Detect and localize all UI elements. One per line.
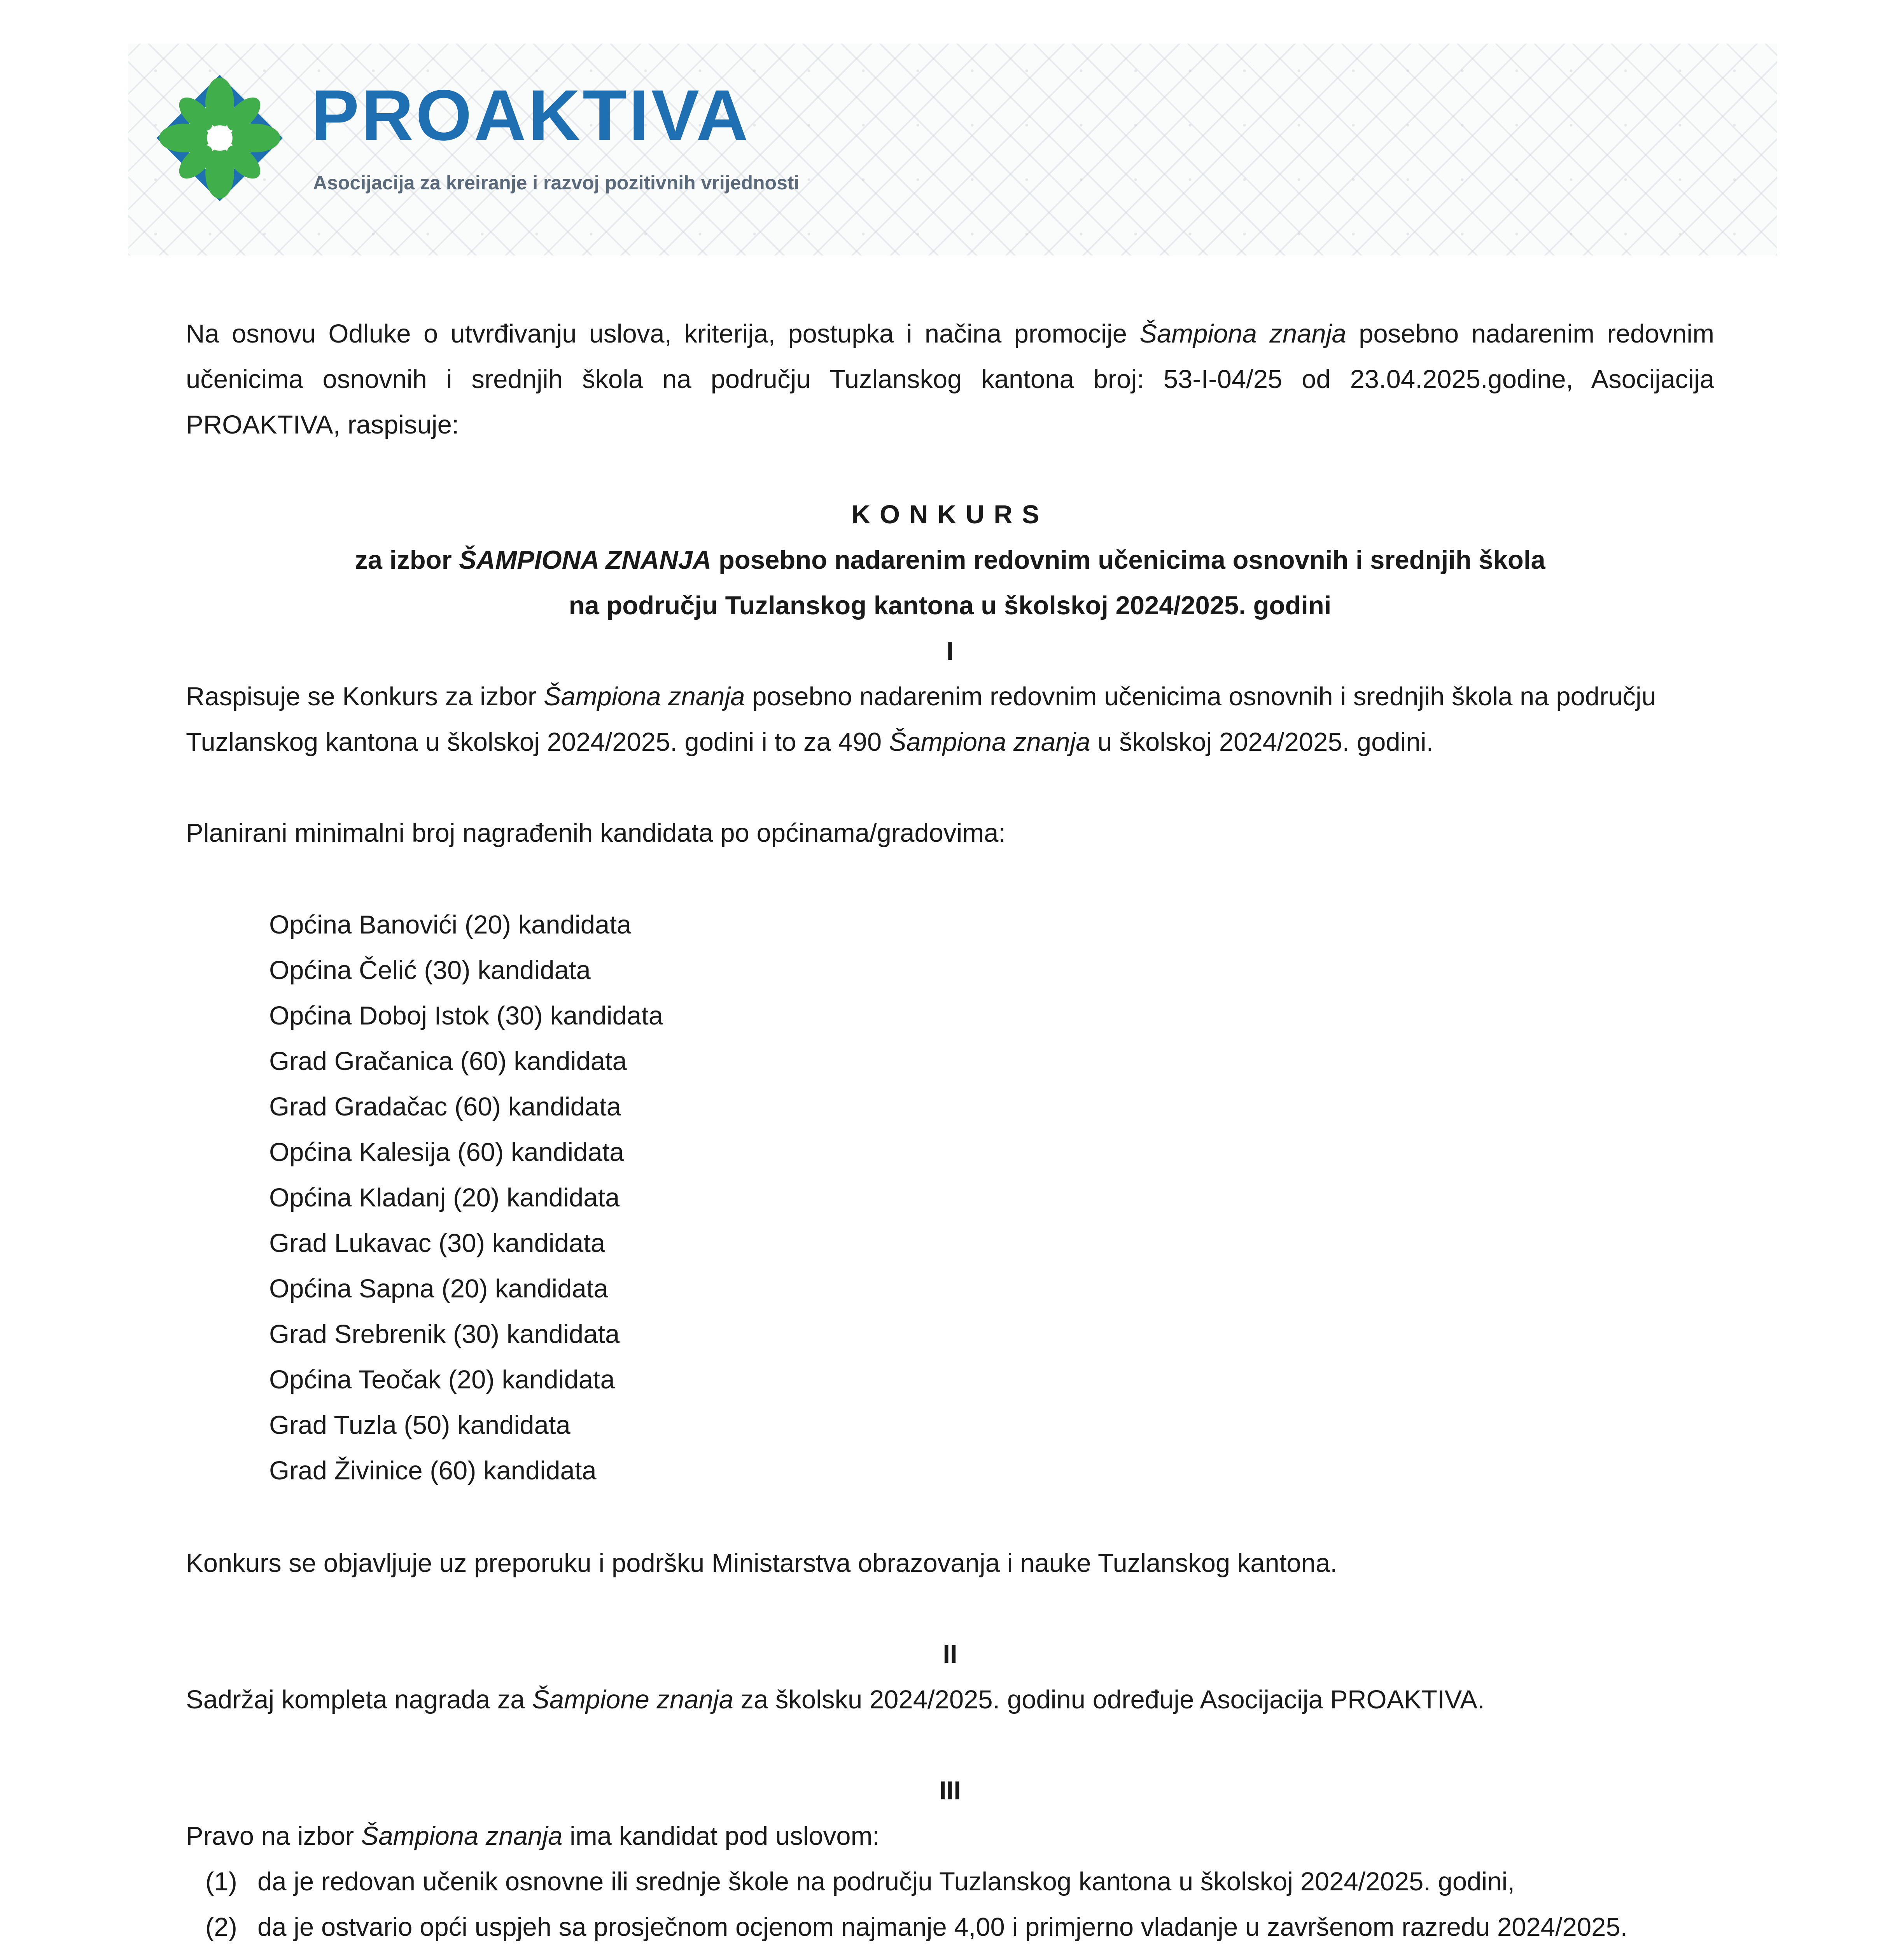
municipality-item: Općina Sapna (20) kandidata — [269, 1274, 608, 1303]
section-III-paragraph: Pravo na izbor Šampiona znanja ima kandidat pod uslovom: — [186, 1822, 880, 1851]
proaktiva-logo-icon — [140, 58, 299, 218]
section-I-paragraph: Raspisuje se Konkurs za izbor Šampiona znanja posebno nadarenim redovnim učenicima osnovnih i srednjih škola na području Tuzlanskog kantona u školskoj 2024/2025. godini i to za 490 Šampiona znanja u školskoj 2024/2025. godini. — [186, 682, 1656, 757]
recommendation-paragraph: Konkurs se objavljuje uz preporuku i podršku Ministarstva obrazovanja i nauke Tuzlanskog kantona. — [186, 1549, 1337, 1578]
condition-1-text: da je redovan učenik osnovne ili srednje škole na području Tuzlanskog kantona u školskoj 2024/2025. godini, — [257, 1867, 1515, 1896]
municipality-item: Grad Živinice (60) kandidata — [269, 1456, 597, 1485]
municipality-item: Grad Gračanica (60) kandidata — [269, 1047, 627, 1076]
konkurs-heading: KONKURS — [851, 500, 1049, 529]
title-line-2: na području Tuzlanskog kantona u školskoj 2024/2025. godini — [569, 591, 1332, 620]
brand-name: PROAKTIVA — [311, 75, 751, 156]
municipality-item: Općina Kladanj (20) kandidata — [269, 1183, 620, 1212]
municipality-item: Grad Gradačac (60) kandidata — [269, 1092, 621, 1121]
municipality-item: Općina Kalesija (60) kandidata — [269, 1138, 624, 1167]
title-line-1: za izbor ŠAMPIONA ZNANJA posebno nadarenim redovnim učenicima osnovnih i srednjih škola — [355, 545, 1545, 575]
condition-1-number: (1) — [205, 1867, 237, 1896]
section-II-paragraph: Sadržaj kompleta nagrada za Šampione znanja za školsku 2024/2025. godinu određuje Asocijacija PROAKTIVA. — [186, 1685, 1485, 1714]
municipalities-list — [269, 902, 663, 1493]
intro-paragraph: Na osnovu Odluke o utvrđivanju uslova, kriterija, postupka i načina promocije Šampiona znanja posebno nadarenim redovnim učenicima osnovnih i srednjih škola na području Tuzlanskog kantona broj: 53-I-04/25 od 23.04.2025.godine, Asocijacija PROAKTIVA, raspisuje: — [186, 319, 1715, 439]
section-III-heading: III — [939, 1776, 961, 1805]
condition-2-text: da je ostvario opći uspjeh sa prosječnom ocjenom najmanje 4,00 i primjerno vladanje u završenom razredu 2024/2025. — [257, 1913, 1628, 1942]
municipality-item: Općina Teočak (20) kandidata — [269, 1365, 615, 1394]
municipality-item: Grad Lukavac (30) kandidata — [269, 1229, 606, 1258]
municipalities-intro: Planirani minimalni broj nagrađenih kandidata po općinama/gradovima: — [186, 818, 1006, 848]
municipality-item: Općina Doboj Istok (30) kandidata — [269, 1001, 663, 1030]
municipality-item: Grad Tuzla (50) kandidata — [269, 1411, 570, 1440]
municipality-item: Grad Srebrenik (30) kandidata — [269, 1320, 620, 1349]
municipality-item: Općina Čelić (30) kandidata — [269, 956, 591, 985]
municipality-item: Općina Banovići (20) kandidata — [269, 910, 632, 939]
section-II-heading: II — [943, 1640, 957, 1669]
condition-2-number: (2) — [205, 1913, 237, 1942]
section-I-heading: I — [946, 636, 954, 666]
brand-tagline: Asocijacija za kreiranje i razvoj pozitivnih vrijednosti — [313, 172, 800, 194]
